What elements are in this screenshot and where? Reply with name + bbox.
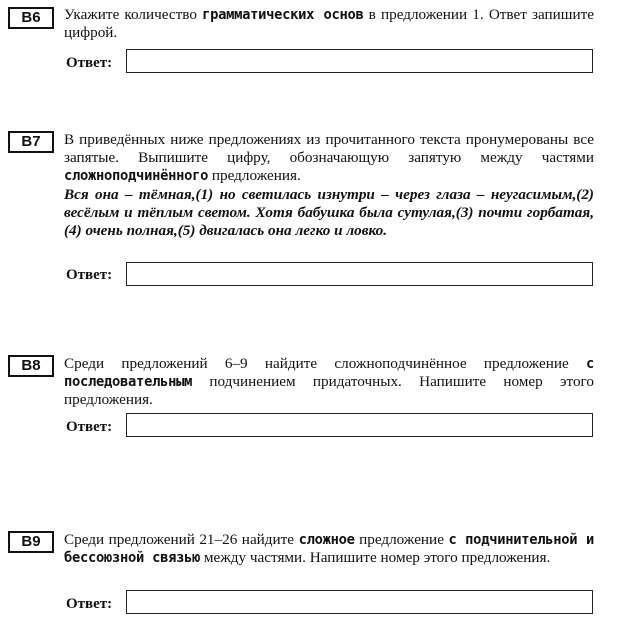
task-text — [64, 131, 594, 185]
answer-input[interactable] — [126, 262, 593, 286]
task-text — [64, 355, 594, 409]
task-text-part: в предложении 1. Ответ запишите цифрой. — [64, 6, 595, 41]
task-text-emphasis: с подчинительной и бессоюзной связью — [64, 532, 594, 566]
task-text-part: подчинением придаточных. Напишите номер этого предложения. — [64, 373, 594, 408]
task-text-part: Среди предложений 6–9 найдите сложноподчинённое предложение — [64, 355, 586, 372]
quoted-sentences: Вся она – тёмная,(1) но светилась изнутри – через глаза – неугасимым,(2) весёлым и тёплым светом. Хотя бабушка была сутулая,(3) почти горбатая,(4) очень полная,(5) двигалась она легко и ловко. — [64, 186, 594, 239]
answer-label: Ответ: — [66, 419, 113, 435]
answer-input[interactable] — [126, 49, 593, 73]
task-text-part: Среди предложений 21–26 найдите — [64, 531, 299, 548]
task-text-emphasis: грамматических основ — [202, 7, 364, 23]
task-text — [64, 6, 594, 42]
task-text-emphasis: с последовательным — [64, 356, 594, 390]
task-number-badge: B9 — [8, 531, 54, 553]
task-text-emphasis: сложноподчинённого — [64, 168, 209, 184]
task-text-part: предложения. — [208, 167, 301, 184]
answer-label: Ответ: — [66, 596, 113, 612]
task-text-emphasis: сложное — [298, 532, 355, 548]
answer-input[interactable] — [126, 413, 593, 437]
task-text-part: между частями. Напишите номер этого предложения. — [200, 549, 551, 566]
answer-label: Ответ: — [66, 55, 113, 71]
answer-input[interactable] — [126, 590, 593, 614]
task-text-part: предложение — [354, 531, 449, 548]
task-text-part: Укажите количество — [64, 6, 203, 23]
task-text-part: В приведённых ниже предложениях из прочитанного текста пронумерованы все запятые. Выпишите цифру, обозначающую запятую между частями — [64, 131, 594, 166]
task-number-badge: B7 — [8, 131, 54, 153]
task-number-badge: B6 — [8, 7, 54, 29]
task-text — [64, 531, 594, 567]
answer-label: Ответ: — [66, 267, 113, 283]
task-number-badge: B8 — [8, 355, 54, 377]
